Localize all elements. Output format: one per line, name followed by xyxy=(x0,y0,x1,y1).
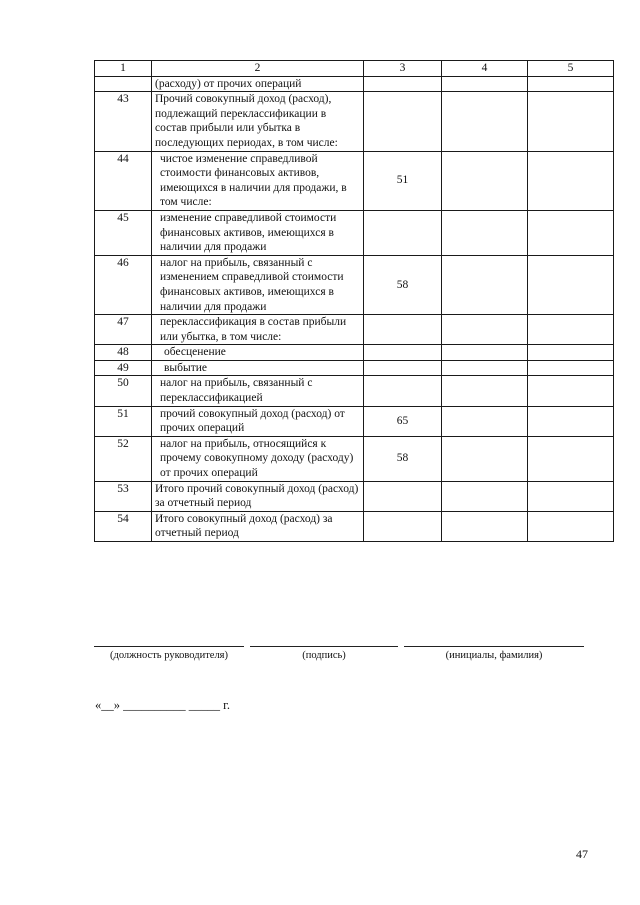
row-number: 53 xyxy=(95,481,152,511)
signature-name-label: (инициалы, фамилия) xyxy=(445,650,543,661)
row-col-3 xyxy=(364,315,442,345)
row-col-4 xyxy=(442,481,528,511)
header-col-3: 3 xyxy=(364,61,442,77)
row-col-5 xyxy=(528,255,614,314)
row-col-4 xyxy=(442,92,528,151)
row-description: налог на прибыль, связанный с переклассификацией xyxy=(152,376,364,406)
signature-position xyxy=(94,646,244,661)
header-col-4: 4 xyxy=(442,61,528,77)
row-col-4 xyxy=(442,436,528,481)
row-description: обесценение xyxy=(152,345,364,361)
row-description: чистое изменение справедливой стоимости финансовых активов, имеющихся в наличии для продажи, в том числе: xyxy=(152,151,364,210)
row-col-4 xyxy=(442,210,528,255)
signature-sign xyxy=(250,646,398,661)
table-row xyxy=(95,345,614,361)
row-description: изменение справедливой стоимости финансовых активов, имеющихся в наличии для продажи xyxy=(152,210,364,255)
signature-name-line xyxy=(404,646,584,647)
signature-position-line xyxy=(94,646,244,647)
row-col-3: 58 xyxy=(364,255,442,314)
report-table xyxy=(94,60,614,542)
row-number: 43 xyxy=(95,92,152,151)
signature-position-label: (должность руководителя) xyxy=(109,650,229,661)
header-col-1: 1 xyxy=(95,61,152,77)
table-row xyxy=(95,210,614,255)
row-col-4 xyxy=(442,406,528,436)
row-col-3: 65 xyxy=(364,406,442,436)
table-row xyxy=(95,511,614,541)
row-number: 45 xyxy=(95,210,152,255)
table-row xyxy=(95,481,614,511)
row-description: прочий совокупный доход (расход) от прочих операций xyxy=(152,406,364,436)
date-line: «__» __________ _____ г. xyxy=(95,698,230,712)
row-number: 54 xyxy=(95,511,152,541)
header-col-2: 2 xyxy=(152,61,364,77)
row-col-4 xyxy=(442,315,528,345)
row-description: (расходу) от прочих операций xyxy=(152,76,364,92)
row-col-5 xyxy=(528,360,614,376)
row-number: 49 xyxy=(95,360,152,376)
row-col-5 xyxy=(528,92,614,151)
row-number: 52 xyxy=(95,436,152,481)
row-col-3 xyxy=(364,345,442,361)
row-col-3 xyxy=(364,92,442,151)
row-col-3: 51 xyxy=(364,151,442,210)
signature-name xyxy=(404,646,584,661)
page-number: 47 xyxy=(576,847,588,861)
signature-sign-label: (подпись) xyxy=(302,650,346,661)
row-number: 51 xyxy=(95,406,152,436)
row-number: 47 xyxy=(95,315,152,345)
table-header-row xyxy=(95,61,614,77)
table-row xyxy=(95,76,614,92)
row-number xyxy=(95,76,152,92)
row-col-4 xyxy=(442,360,528,376)
table-row xyxy=(95,436,614,481)
table-row xyxy=(95,315,614,345)
row-col-5 xyxy=(528,76,614,92)
row-number: 44 xyxy=(95,151,152,210)
row-description: налог на прибыль, относящийся к прочему совокупному доходу (расходу) от прочих операций xyxy=(152,436,364,481)
row-col-4 xyxy=(442,255,528,314)
row-description: выбытие xyxy=(152,360,364,376)
row-col-4 xyxy=(442,511,528,541)
row-number: 48 xyxy=(95,345,152,361)
table-row xyxy=(95,360,614,376)
row-col-5 xyxy=(528,436,614,481)
row-col-5 xyxy=(528,210,614,255)
row-description: переклассификация в состав прибыли или убытка, в том числе: xyxy=(152,315,364,345)
signature-sign-line xyxy=(250,646,398,647)
table-row xyxy=(95,255,614,314)
row-col-3 xyxy=(364,376,442,406)
table-row xyxy=(95,406,614,436)
row-description: Итого совокупный доход (расход) за отчетный период xyxy=(152,511,364,541)
row-col-5 xyxy=(528,481,614,511)
row-number: 50 xyxy=(95,376,152,406)
row-col-5 xyxy=(528,315,614,345)
row-col-3 xyxy=(364,481,442,511)
row-col-5 xyxy=(528,151,614,210)
row-description: Прочий совокупный доход (расход), подлежащий переклассификации в состав прибыли или убытка в последующих периодах, в том числе: xyxy=(152,92,364,151)
row-description: налог на прибыль, связанный с изменением справедливой стоимости финансовых активов, имеющихся в наличии для продажи xyxy=(152,255,364,314)
row-col-4 xyxy=(442,376,528,406)
table-row xyxy=(95,151,614,210)
row-col-5 xyxy=(528,345,614,361)
row-col-3: 58 xyxy=(364,436,442,481)
table-row xyxy=(95,92,614,151)
row-col-3 xyxy=(364,210,442,255)
row-col-3 xyxy=(364,360,442,376)
row-number: 46 xyxy=(95,255,152,314)
row-col-4 xyxy=(442,151,528,210)
row-col-4 xyxy=(442,76,528,92)
row-col-4 xyxy=(442,345,528,361)
row-col-5 xyxy=(528,376,614,406)
header-col-5: 5 xyxy=(528,61,614,77)
row-col-5 xyxy=(528,406,614,436)
row-col-3 xyxy=(364,511,442,541)
row-col-3 xyxy=(364,76,442,92)
row-col-5 xyxy=(528,511,614,541)
table-row xyxy=(95,376,614,406)
row-description: Итого прочий совокупный доход (расход) за отчетный период xyxy=(152,481,364,511)
